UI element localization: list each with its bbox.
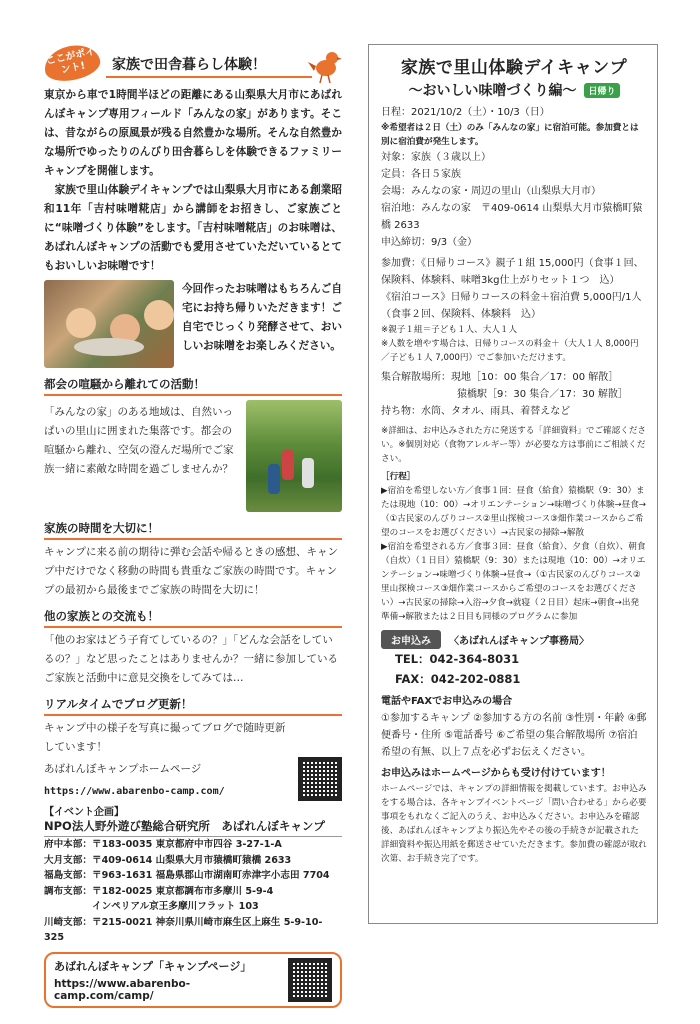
schedule-heading: ［行程］ [381, 472, 416, 482]
homepage-link[interactable]: https://www.abarenbo-camp.com/ [44, 786, 225, 797]
section-heading-exchange: 他の家族との交流も！ [44, 608, 342, 628]
org-name: NPO法人野外遊び塾総合研究所 あばれんぼキャンプ [44, 818, 342, 837]
meeting-place-1: 集合解散場所：現地［10：00 集合／17：00 解散］ [381, 372, 619, 383]
fee-stay-course: 《宿泊コース》日帰りコースの料金＋宿泊費 5,000円/1人（食事２回、保険料、体験料 込） [381, 292, 642, 320]
address-item: 川崎支部：〒215-0021 神奈川県川崎市麻生区上麻生 5-9-10-325 [44, 916, 323, 943]
event-deadline: 申込締切：9/3（金） [381, 237, 478, 248]
homepage-label: あばれんぼキャンプホームページ [44, 763, 202, 775]
section-text-countryside: 「みんなの家」のある地域は、自然いっぱいの里山に囲まれた集落です。都会の喧騒から離れ、空気の澄んだ場所でご家族一緒に素敵な時間を過ごしませんか？ [44, 406, 234, 475]
blog-text-block [44, 716, 292, 801]
intro-paragraph-3: 今回作ったお味噌はもちろんご自宅にお持ち帰りいただきます！ご自宅でじっくり発酵させて、おいしいお味噌をお楽しみください。 [182, 283, 342, 352]
event-lodging: 宿泊地：みんなの家 〒409-0614 山梨県大月市猿橋町猿橋 2633 [381, 203, 643, 231]
apply-row [381, 630, 647, 649]
miso-photo-block [44, 280, 342, 368]
intro-paragraph-1: 東京から車で1時間半ほどの距離にある山梨県大月市にあばれんぼキャンプ専用フィールド「みんなの家」があります。そこは、昔ながらの原風景が残る自然豊かな場所。そんな自然豊かな場所でゆったりのんびり田舎暮らしを体験できるファミリーキャンプを開催します。 [44, 89, 342, 177]
fee-note-1: ※親子１組＝子ども１人、大人１人 [381, 325, 518, 335]
address-item: 調布支部：〒182-0025 東京都調布市多摩川 5-9-4 [44, 885, 274, 897]
section-heading-family-time: 家族の時間を大切に！ [44, 520, 342, 540]
address-item: 福島支部：〒963-1631 福島県郡山市湖南町赤津字小志田 7704 [44, 870, 330, 881]
address-item: 府中本部：〒183-0035 東京都府中市四谷 3-27-1-A [44, 839, 282, 850]
heading-underline [106, 76, 312, 78]
forest-photo [246, 400, 342, 512]
event-date: 日程：2021/10/2（土）・10/3（日） [381, 107, 550, 118]
section-text-exchange: 「他のお家はどう子育てしているの？」「どんな会話をしているの？」など思ったことはありませんか？一緒に参加しているご家族と活動中に意見交換をしてみては… [44, 634, 338, 684]
detail-note: ※詳細は、お申込みされた方に発送する「詳細資料」でご確認ください。※個別対応（食物アレルギー等）が必要な方は事前にご相談ください。 [381, 426, 647, 464]
miso-making-photo [44, 280, 174, 368]
section-heading-blog: リアルタイムでブログ更新！ [44, 696, 342, 716]
fee-day-course: 参加費：《日帰りコース》親子１組 15,000円（食事１回、保険料、体験料、味噌3kg仕上がりセット１つ 込） [381, 258, 644, 286]
forest-photo-block [44, 400, 342, 512]
intro-paragraph-2: 家族で里山体験デイキャンプでは山梨県大月市にある創業昭和11年「吉村味噌糀店」から講師をお招きし、ご家族ごとに“味噌づくり体験”をします。「吉村味噌糀店」のお味噌は、あばれんぼキャンプの活動でも愛用させていただいているとてもおいしいお味噌です！ [44, 184, 342, 272]
apply-office: 〈あばれんぼキャンプ事務局〉 [449, 636, 589, 647]
event-capacity: 定員：各日５家族 [381, 169, 461, 180]
left-column [44, 44, 342, 1008]
event-venue: 会場：みんなの家・周辺の里山（山梨県大月市） [381, 186, 601, 197]
event-subtitle-row [381, 80, 647, 100]
fee-note-2: ※人数を増やす場合は、日帰りコースの料金＋（大人１人 8,000円／子ども１人 7,000円）でご参加いただけます。 [381, 339, 639, 363]
address-list [44, 837, 342, 946]
event-target: 対象：家族（３歳以上） [381, 152, 491, 163]
event-title: 家族で里山体験デイキャンプ [400, 58, 628, 78]
bird-icon [308, 44, 342, 84]
camp-page-text [54, 958, 288, 1002]
section-text-family-time: キャンプに来る前の期待に弾む会話や帰るときの感想、キャンプ中だけでなく移動の時間も貴重なご家族の時間です。キャンプの最初から最後までご家族の時間を大切に！ [44, 546, 338, 596]
address-item: 大月支部：〒409-0614 山梨県大月市猿橋町猿橋 2633 [44, 854, 292, 866]
fax-number: FAX：042-202-0881 [395, 672, 521, 686]
blog-block [44, 716, 342, 801]
point-badge: ここがポイント! [41, 41, 103, 86]
event-subtitle: ～おいしい味噌づくり編～ [408, 83, 577, 99]
homepage-qr-code-icon [298, 757, 342, 801]
day-trip-badge: 日帰り [584, 83, 619, 98]
phone-fax-heading: 電話やFAXでお申込みの場合 [381, 696, 513, 707]
event-date-note: ※希望者は２日（土）のみ「みんなの家」に宿泊可能。参加費とは別に宿泊費が発生します。 [381, 123, 639, 147]
org-label: 【イベント企画】 [44, 807, 124, 818]
schedule-overnight: ▶宿泊を希望される方／食事３回：昼食（給食）、夕食（自炊）、朝食（自炊）（１日目）猿橋駅（9：30）または現地（10：00）→オリエンテーション→味噌づくり体験→昼食→（①古民家のんびりコース②里山探検コース③畑作業コースからご希望のコースをお選びください）→古民家の掃除→入浴→夕食→就寝（２日目）起床→朝食→出発準備→解散または２日目も同様のプログラムに参加 [381, 542, 646, 622]
camp-page-label: あばれんぼキャンプ「キャンプページ」 [54, 959, 252, 973]
web-apply-heading: お申込みはホームページからも受け付けています！ [381, 768, 611, 779]
camp-page-link[interactable]: https://www.abarenbo-camp.com/camp/ [54, 977, 191, 1002]
camp-page-box [44, 952, 342, 1008]
camp-page-qr-code-icon [288, 958, 332, 1002]
phone-fax-items: ①参加するキャンプ ②参加する方の名前 ③性別・年齢 ④郵便番号・住所 ⑤電話番号 ⑥ご希望の集合解散場所 ⑦宿泊希望の有無、以上７点を必ずお伝えください。 [381, 713, 647, 758]
address-item: インペリアル京王多摩川フラット 103 [92, 901, 259, 912]
items-to-bring: 持ち物：水筒、タオル、雨具、着替えなど [381, 406, 571, 417]
section-text-blog: キャンプ中の様子を写真に撮ってブログで随時更新しています！ [44, 722, 286, 753]
web-apply-text: ホームページでは、キャンプの詳細情報を掲載しています。お申込みをする場合は、各キャンプイベントページ「問い合わせる」から必要事項をもれなくご記入のうえ、お申込みください。お申込みを確認後、あばれんぼキャンプより振込先やその後の手続きが記載された詳細資料や振込用紙を郵送させていただきます。参加費の確認が取れ次第、お手続き完了です。 [381, 784, 647, 864]
tel-number[interactable]: TEL：042-364-8031 [395, 652, 520, 666]
meeting-place-2: 猿橋駅［9：30 集合／17：30 解散］ [457, 389, 628, 400]
title-row [44, 44, 342, 86]
apply-badge: お申込み [381, 630, 441, 649]
event-info-panel [368, 44, 658, 924]
section-heading-countryside: 都会の喧騒から離れての活動！ [44, 376, 342, 396]
main-heading: 家族で田舎暮らし体験！ [112, 57, 266, 73]
schedule-day-trip: ▶宿泊を希望しない方／食事１回：昼食（給食）猿橋駅（9：30）または現地（10：00）→オリエンテーション→味噌づくり体験→昼食→（①古民家のんびりコース②里山探検コース③畑作業コースからご希望のコースをお選びください）→古民家の掃除→解散 [381, 486, 647, 538]
